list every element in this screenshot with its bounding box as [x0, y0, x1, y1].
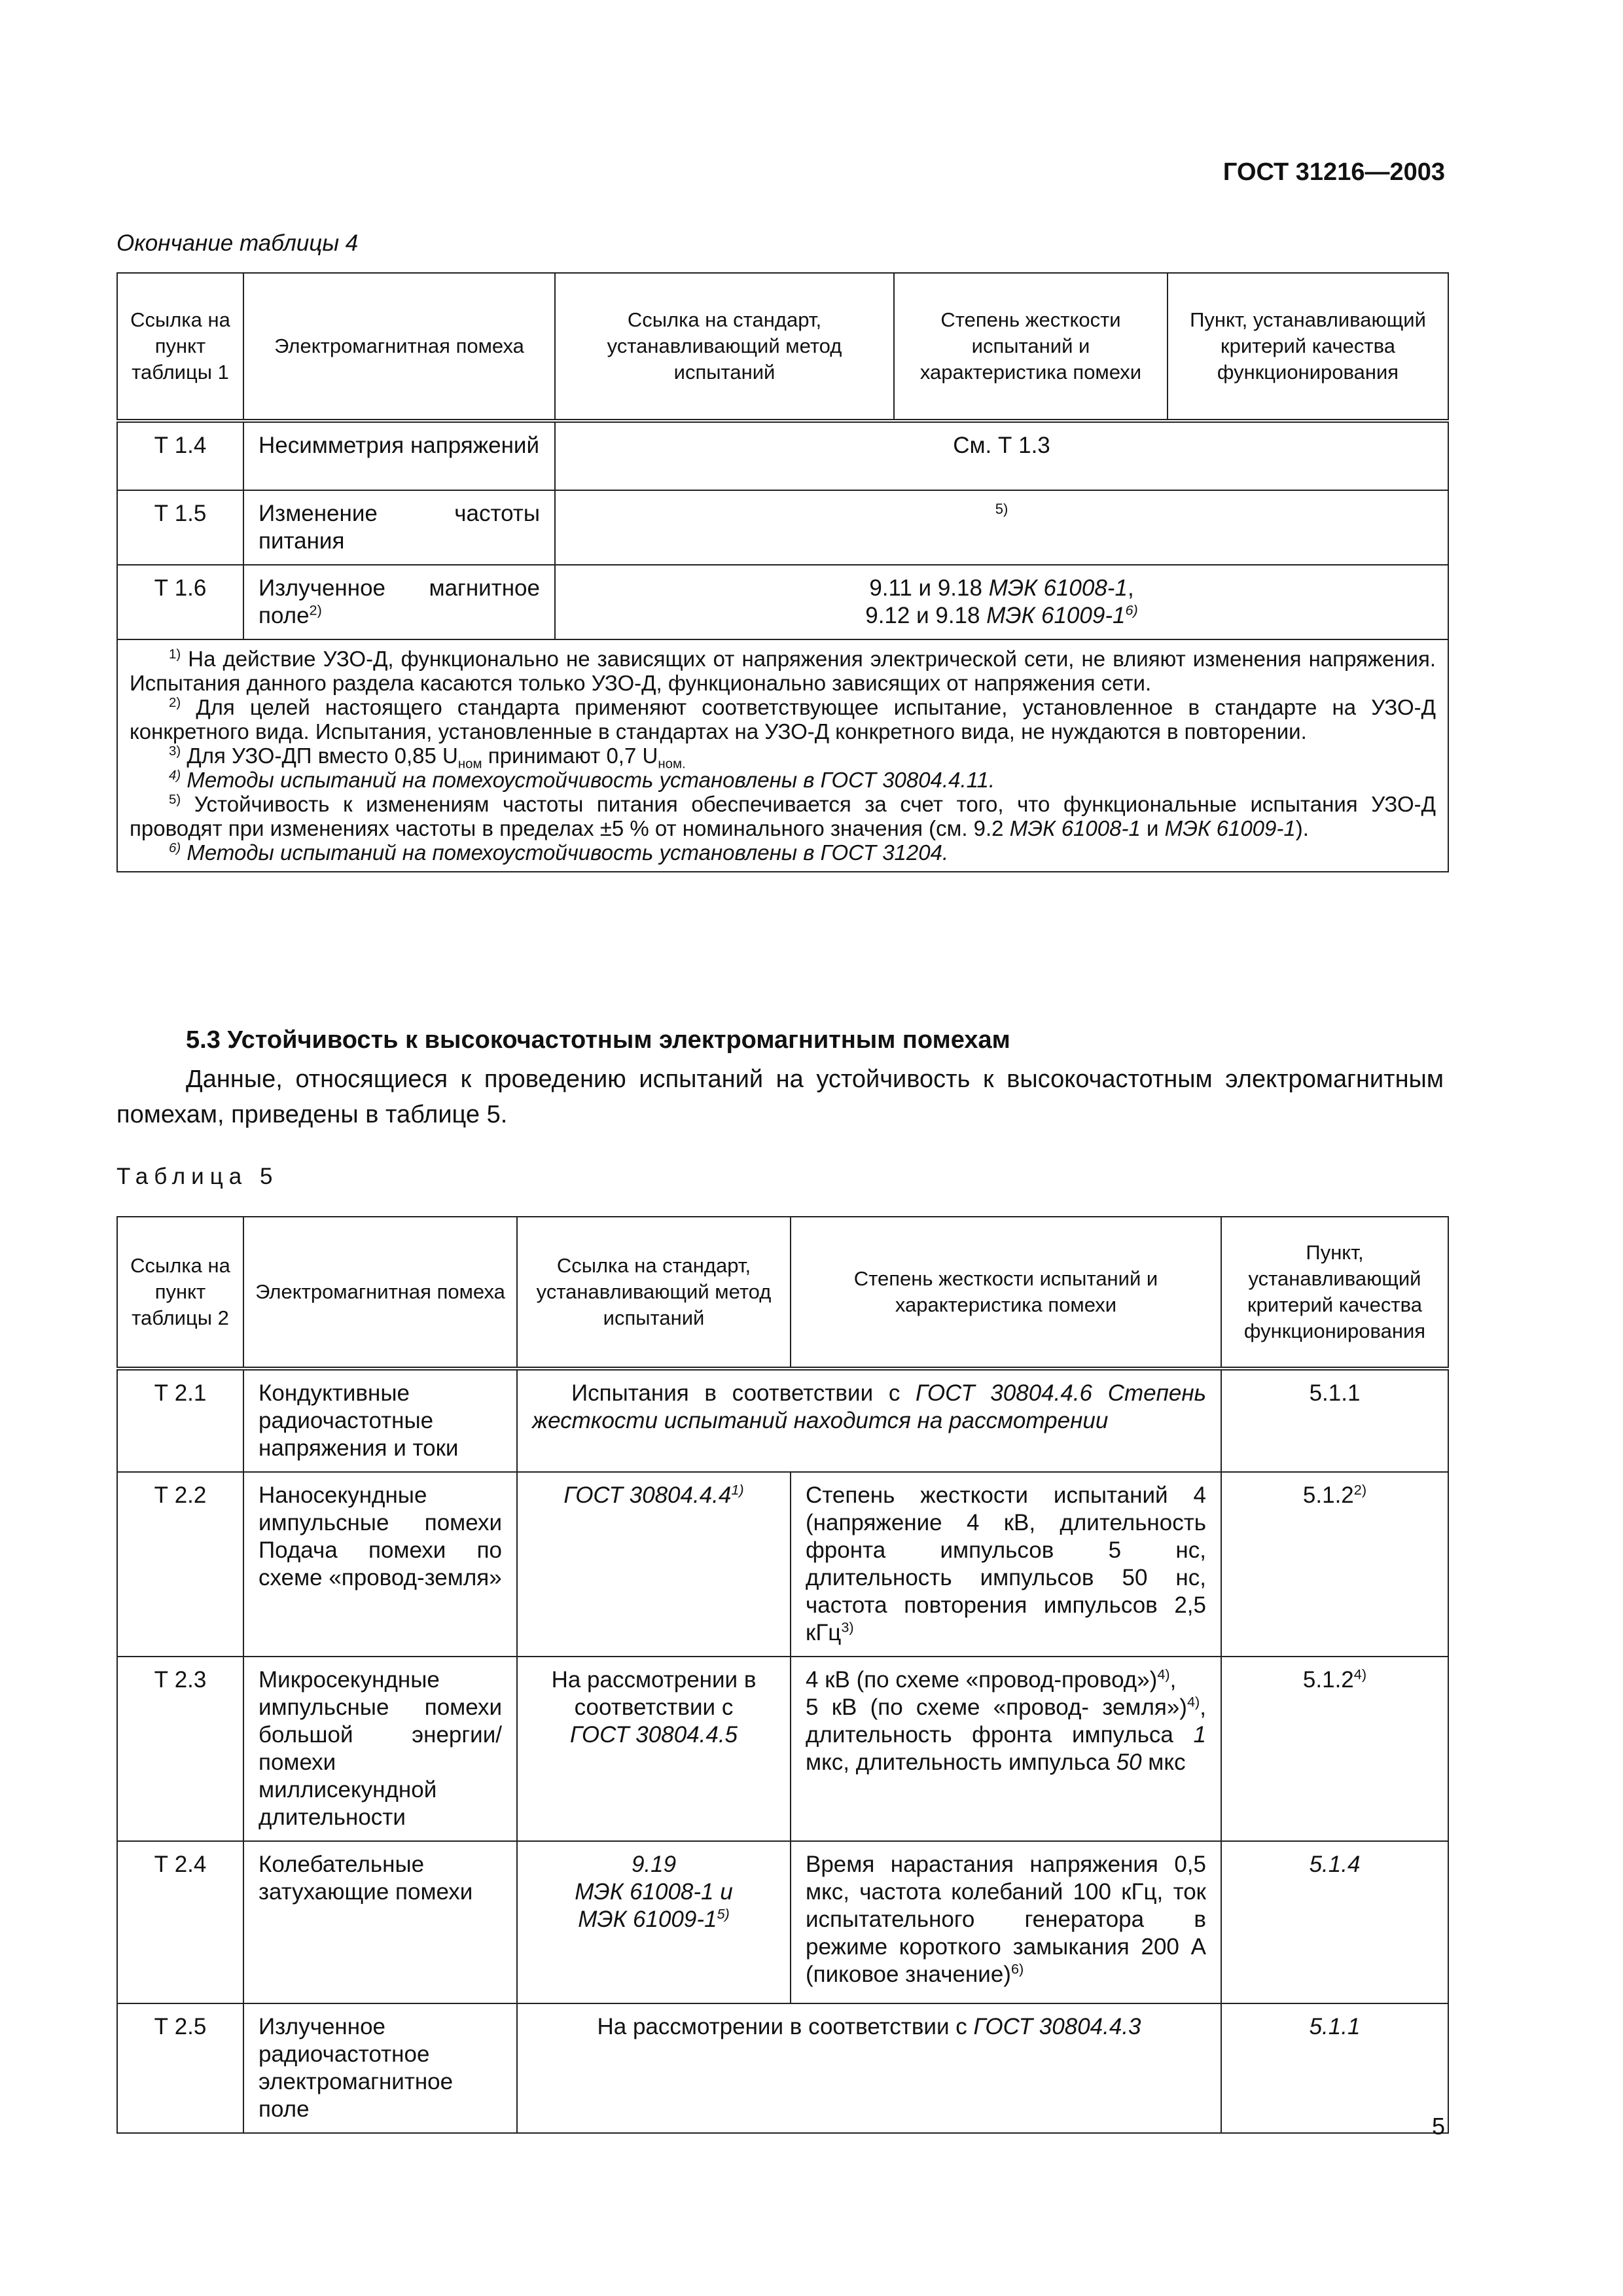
footnote-ref: 1) — [731, 1481, 744, 1498]
std-text: , — [1127, 575, 1134, 601]
std-ref: МЭК 61009-1 — [986, 603, 1126, 628]
table5-caption: Таблица 5 — [116, 1164, 279, 1189]
row-interference: Колебательные затухающие помехи — [243, 1841, 517, 2003]
t4-col-interference: Электромагнитная помеха — [243, 273, 555, 421]
table-row — [117, 565, 1448, 639]
table-row — [117, 2003, 1448, 2133]
t5-col-criterion: Пункт, устанавливающий критерий качества функционирования — [1221, 1217, 1448, 1369]
t5-col-severity: Степень жесткости испытаний и характеристика помехи — [791, 1217, 1221, 1369]
row-criterion: 5.1.4 — [1221, 1841, 1448, 2003]
row-ref: Т 2.4 — [117, 1841, 243, 2003]
footnote-ref: 2) — [1353, 1481, 1367, 1498]
note-1: $^{1)}$ На действие УЗО-Д, функционально не зависящих от напряжения электрической сети, не влияют изменения напряжения. Испытания данного раздела касаются только УЗО-Д, функционально зависящих от напряжения сети. — [130, 647, 1436, 695]
t5-col-interference: Электромагнитная помеха — [243, 1217, 517, 1369]
table-row — [117, 1472, 1448, 1657]
t4-col-criterion: Пункт, устанавливающий критерий качества функционирования — [1168, 273, 1448, 421]
page-number: 5 — [1431, 2113, 1445, 2140]
t5-col-ref: Ссылка на пункт таблицы 2 — [117, 1217, 243, 1369]
table-row — [117, 1657, 1448, 1841]
row-ref: Т 1.6 — [117, 565, 243, 639]
row-merged-value: См. Т 1.3 — [555, 421, 1448, 490]
section-title: 5.3 Устойчивость к высокочастотным электромагнитным помехам — [186, 1026, 1010, 1054]
row-ref: Т 1.5 — [117, 490, 243, 565]
footnote-ref: 3) — [841, 1619, 854, 1636]
footnote-ref: 5) — [717, 1905, 730, 1922]
row-merged-footnote: 5) — [555, 490, 1448, 565]
row-interference: Кондуктивные радиочастотные напряжения и токи — [243, 1369, 517, 1472]
table-row — [117, 1369, 1448, 1472]
row-interference — [243, 565, 555, 639]
row-interference: Несимметрия напряжений — [243, 421, 555, 490]
table-4 — [116, 272, 1449, 872]
row-ref: Т 2.3 — [117, 1657, 243, 1841]
row-criterion: 5.1.1 — [1221, 2003, 1448, 2133]
row-severity: Время нарастания напряжения 0,5 мкс, частота колебаний 100 кГц, ток испытательного генератора в режиме короткого замыкания 200 А (пиковое значение)$^{6)}$ — [791, 1841, 1221, 2003]
std-text: 9.12 и 9.18 — [865, 603, 987, 628]
footnote-ref: 6) — [1010, 1960, 1024, 1977]
note-2: $^{2)}$ Для целей настоящего стандарта применяют соответствующее испытание, установленное в стандарте на УЗО-Д конкретного вида. Испытания, установленные в стандартах на УЗО-Д конкретного вида, не нуждаются в повторении. — [130, 695, 1436, 744]
row-interference: Наносекундные импульсные помехи Подача помехи по схеме «провод-земля» — [243, 1472, 517, 1657]
std-text: 9.11 и 9.18 — [869, 575, 989, 601]
row-interference: Изменение частоты питания — [243, 490, 555, 565]
row-criterion: 5.1.1 — [1221, 1369, 1448, 1472]
note-6: $^{6)}$ Методы испытаний на помехоустойчивость установлены в ГОСТ 31204. — [169, 840, 949, 865]
table-5 — [116, 1216, 1449, 2134]
std-ref: МЭК 61008-1 — [988, 575, 1128, 601]
section-paragraph: Данные, относящиеся к проведению испытаний на устойчивость к высокочастотным электромагнитным помехам, приведены в таблице 5. — [116, 1066, 1444, 1128]
note-5: $^{5)}$ Устойчивость к изменениям частоты питания обеспечивается за счет того, что функциональные испытания УЗО-Д проводят при изменениях частоты в пределах ±5 % от номинального значения (см. 9.2 МЭК 61008-1 и МЭК 61009-1). — [130, 792, 1436, 840]
table-notes-row — [117, 639, 1448, 872]
footnote-ref: 6) — [1125, 601, 1138, 619]
row-ref: Т 2.1 — [117, 1369, 243, 1472]
t4-col-standard: Ссылка на стандарт, устанавливающий метод испытаний — [555, 273, 894, 421]
row-severity: 4 кВ (по схеме «провод-провод»)$^{4)}$, 5 кВ (по схеме «провод- земля»)$^{4)}$, длительность фронта импульса 1 мкс, длительность импульса 50 мкс — [791, 1657, 1221, 1841]
row-standard: ГОСТ 30804.4.4$^{1)}$ — [517, 1472, 791, 1657]
row-ref: Т 1.4 — [117, 421, 243, 490]
row-merged-value: Испытания в соответствии с ГОСТ 30804.4.6 Степень жесткости испытаний находится на рассмотрении — [517, 1369, 1221, 1472]
row-ref: Т 2.5 — [117, 2003, 243, 2133]
row-criterion: 5.1.2$^{4)}$ — [1221, 1657, 1448, 1841]
t5-col-standard: Ссылка на стандарт, устанавливающий метод испытаний — [517, 1217, 791, 1369]
row-interference: Излученное радиочастотное электромагнитное поле — [243, 2003, 517, 2133]
row-standard: На рассмотрении в соответствии с ГОСТ 30804.4.5 — [517, 1657, 791, 1841]
interference-text: Излученное магнитное поле — [259, 575, 540, 628]
row-interference: Микросекундные импульсные помехи большой энергии/помехи миллисекундной длительности — [243, 1657, 517, 1841]
row-ref: Т 2.2 — [117, 1472, 243, 1657]
row-merged-value: На рассмотрении в соответствии с ГОСТ 30804.4.3 — [517, 2003, 1221, 2133]
table-row — [117, 1841, 1448, 2003]
footnote-ref: 2) — [309, 601, 322, 619]
table-notes — [117, 639, 1448, 872]
row-standard: 9.19 МЭК 61008-1 и МЭК 61009-1$^{5)}$ — [517, 1841, 791, 2003]
document-code: ГОСТ 31216—2003 — [1222, 158, 1445, 186]
row-merged-standards — [555, 565, 1448, 639]
table4-caption: Окончание таблицы 4 — [116, 230, 359, 256]
footnote-ref: 4) — [1353, 1666, 1367, 1683]
table-row — [117, 490, 1448, 565]
row-severity: Степень жесткости испытаний 4 (напряжение 4 кВ, длительность фронта импульсов 5 нс, длительность импульсов 50 нс, частота повторения импульсов 2,5 кГц$^{3)}$ — [791, 1472, 1221, 1657]
table-row — [117, 421, 1448, 490]
t4-col-ref: Ссылка на пункт таблицы 1 — [117, 273, 243, 421]
note-4: $^{4)}$ Методы испытаний на помехоустойчивость установлены в ГОСТ 30804.4.11. — [169, 768, 995, 792]
t4-col-severity: Степень жесткости испытаний и характеристика помехи — [894, 273, 1168, 421]
row-criterion: 5.1.2$^{2)}$ — [1221, 1472, 1448, 1657]
note-3: $^{3)}$ Для УЗО-ДП вместо 0,85 $U_{ном}$ принимают 0,7 $U_{ном.}$ — [169, 744, 686, 772]
